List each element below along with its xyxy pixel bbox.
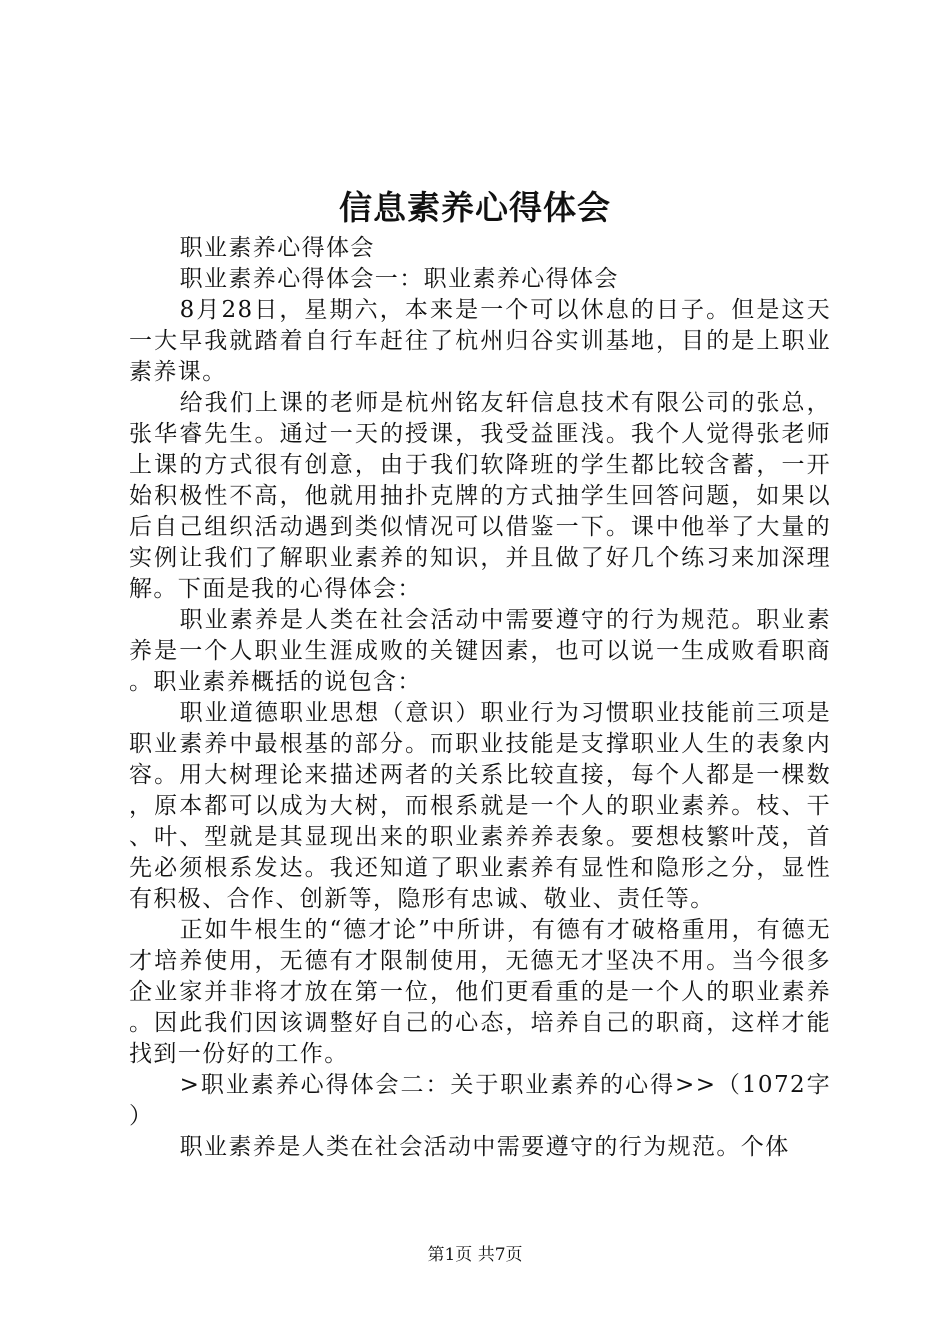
- page-number-footer: 第1页 共7页: [427, 1245, 523, 1265]
- document-body: [129, 233, 831, 1163]
- paragraph-section-heading: >职业素养心得体会二：关于职业素养的心得>>（1072字）: [129, 1072, 831, 1129]
- paragraph: 给我们上课的老师是杭州铭友轩信息技术有限公司的张总，张华睿先生。通过一天的授课，我受益匪浅。我个人觉得张老师上课的方式很有创意，由于我们软降班的学生都比较含蓄，一开始积极性不高，他就用抽扑克牌的方式抽学生回答问题，如果以后自己组织活动遇到类似情况可以借鉴一下。课中他举了大量的实例让我们了解职业素养的知识，并且做了好几个练习来加深理解。下面是我的心得体会：: [129, 390, 831, 602]
- paragraph: 8月28日，星期六，本来是一个可以休息的日子。但是这天一大早我就踏着自行车赶往了杭州归谷实训基地，目的是上职业素养课。: [129, 297, 831, 385]
- paragraph-subheading: 职业素养心得体会一：职业素养心得体会: [179, 266, 619, 292]
- paragraph: 职业素养是人类在社会活动中需要遵守的行为规范。个体: [179, 1134, 790, 1160]
- paragraph: 正如牛根生的“德才论”中所讲，有德有才破格重用，有德无才培养使用，无德有才限制使用，无德无才坚决不用。当今很多企业家并非将才放在第一位，他们更看重的是一个人的职业素养。因此我们因该调整好自己的心态，培养自己的职商，这样才能找到一份好的工作。: [129, 917, 831, 1067]
- paragraph: 职业道德职业思想（意识）职业行为习惯职业技能前三项是职业素养中最根基的部分。而职业技能是支撑职业人生的表象内容。用大树理论来描述两者的关系比较直接，每个人都是一棵数，原本都可以成为大树，而根系就是一个人的职业素养。枝、干、叶、型就是其显现出来的职业素养养表象。要想枝繁叶茂，首先必须根系发达。我还知道了职业素养有显性和隐形之分，显性有积极、合作、创新等，隐形有忠诚、敬业、责任等。: [129, 700, 831, 912]
- document-title: 信息素养心得体会: [339, 188, 611, 227]
- paragraph: 职业素养是人类在社会活动中需要遵守的行为规范。职业素养是一个人职业生涯成败的关键因素，也可以说一生成败看职商。职业素养概括的说包含：: [129, 607, 831, 695]
- paragraph-heading: 职业素养心得体会: [179, 235, 375, 261]
